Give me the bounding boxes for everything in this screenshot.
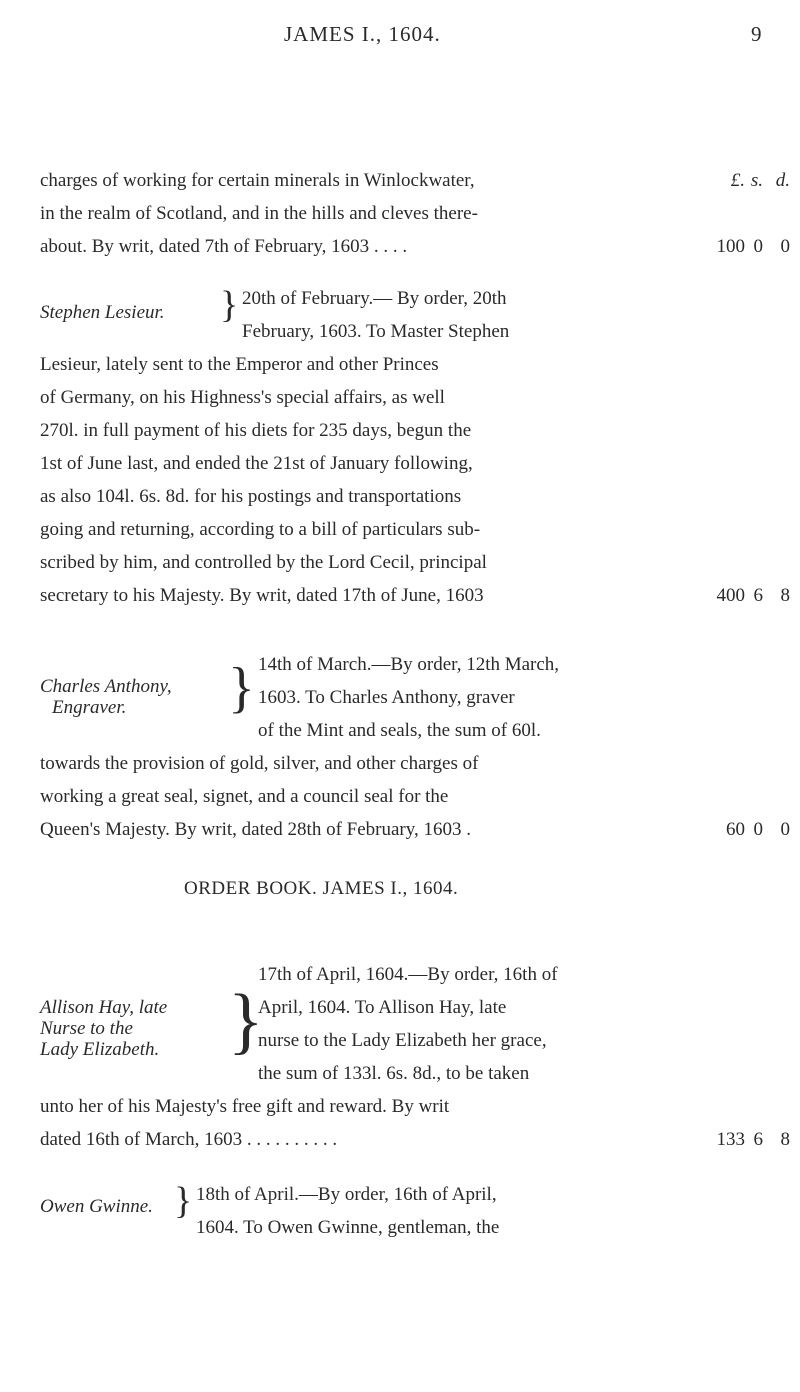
text-line: secretary to his Majesty. By writ, dated 17th of June, 1603 — [40, 585, 484, 606]
amount-shillings: 0 — [753, 236, 763, 257]
text-line: Lesieur, lately sent to the Emperor and other Princes — [40, 354, 439, 375]
text-line: of Germany, on his Highness's special affairs, as well — [40, 387, 445, 408]
section-title: ORDER BOOK. JAMES I., 1604. — [184, 878, 459, 899]
text-line: 1st of June last, and ended the 21st of January following, — [40, 453, 473, 474]
text-line: dated 16th of March, 1603 . . . . . . . . . . — [40, 1129, 338, 1150]
text-line: February, 1603. To Master Stephen — [242, 321, 510, 342]
amount-pounds: 133 — [716, 1129, 745, 1150]
text-line: going and returning, according to a bill of particulars sub- — [40, 519, 481, 540]
text-line: of the Mint and seals, the sum of 60l. — [258, 720, 541, 741]
margin-line: Nurse to the — [40, 1018, 133, 1039]
text-line: nurse to the Lady Elizabeth her grace, — [258, 1030, 547, 1051]
text-line: 20th of February.— By order, 20th — [242, 288, 507, 309]
amount-pence: 8 — [780, 1129, 790, 1150]
brace-icon: } — [228, 657, 255, 719]
pence-head: d. — [775, 170, 790, 191]
brace-icon: } — [228, 980, 264, 1062]
margin-name — [40, 997, 235, 1060]
text-line: working a great seal, signet, and a council seal for the — [40, 786, 449, 807]
text-line: towards the provision of gold, silver, and other charges of — [40, 753, 479, 774]
amount-pence: 8 — [780, 585, 790, 606]
margin-name: Owen Gwinne. — [40, 1196, 153, 1217]
text-line: about. By writ, dated 7th of February, 1603 . . . . — [40, 236, 408, 257]
brace-icon: } — [220, 284, 239, 326]
margin-name: Stephen Lesieur. — [40, 302, 165, 323]
amount-pence: 0 — [780, 819, 790, 840]
pounds-head: £. — [730, 170, 745, 191]
text-line: 17th of April, 1604.—By order, 16th of — [258, 964, 558, 985]
page-number: 9 — [751, 22, 762, 46]
margin-line: Engraver. — [52, 697, 127, 718]
amount-shillings: 6 — [753, 1129, 763, 1150]
text-line: scribed by him, and controlled by the Lord Cecil, principal — [40, 552, 487, 573]
amount-pounds: 400 — [716, 585, 745, 606]
margin-name — [40, 676, 230, 718]
running-title: JAMES I., 1604. — [284, 22, 441, 46]
amount-pounds: 60 — [726, 819, 745, 840]
margin-line: Lady Elizabeth. — [40, 1039, 160, 1060]
margin-line: Charles Anthony, — [40, 676, 172, 697]
shillings-head: s. — [750, 170, 763, 191]
text-line: 270l. in full payment of his diets for 235 days, begun the — [40, 420, 472, 441]
text-line: April, 1604. To Allison Hay, late — [258, 997, 507, 1018]
text-line: charges of working for certain minerals in Winlockwater, — [40, 170, 475, 191]
text-line: 1603. To Charles Anthony, graver — [258, 687, 515, 708]
margin-line: Allison Hay, late — [40, 997, 168, 1018]
text-line: unto her of his Majesty's free gift and reward. By writ — [40, 1096, 450, 1117]
page-header — [0, 18, 800, 48]
brace-icon: } — [174, 1180, 193, 1222]
amount-shillings: 6 — [753, 585, 763, 606]
text-line: as also 104l. 6s. 8d. for his postings and transportations — [40, 486, 462, 507]
amount-shillings: 0 — [753, 819, 763, 840]
text-line: the sum of 133l. 6s. 8d., to be taken — [258, 1063, 530, 1084]
amount-pence: 0 — [780, 236, 790, 257]
text-line: 14th of March.—By order, 12th March, — [258, 654, 560, 675]
text-line: Queen's Majesty. By writ, dated 28th of February, 1603 . — [40, 819, 472, 840]
text-line: 18th of April.—By order, 16th of April, — [196, 1184, 497, 1205]
text-line: in the realm of Scotland, and in the hills and cleves there- — [40, 203, 478, 224]
amount-pounds: 100 — [716, 236, 745, 257]
text-line: 1604. To Owen Gwinne, gentleman, the — [196, 1217, 500, 1238]
